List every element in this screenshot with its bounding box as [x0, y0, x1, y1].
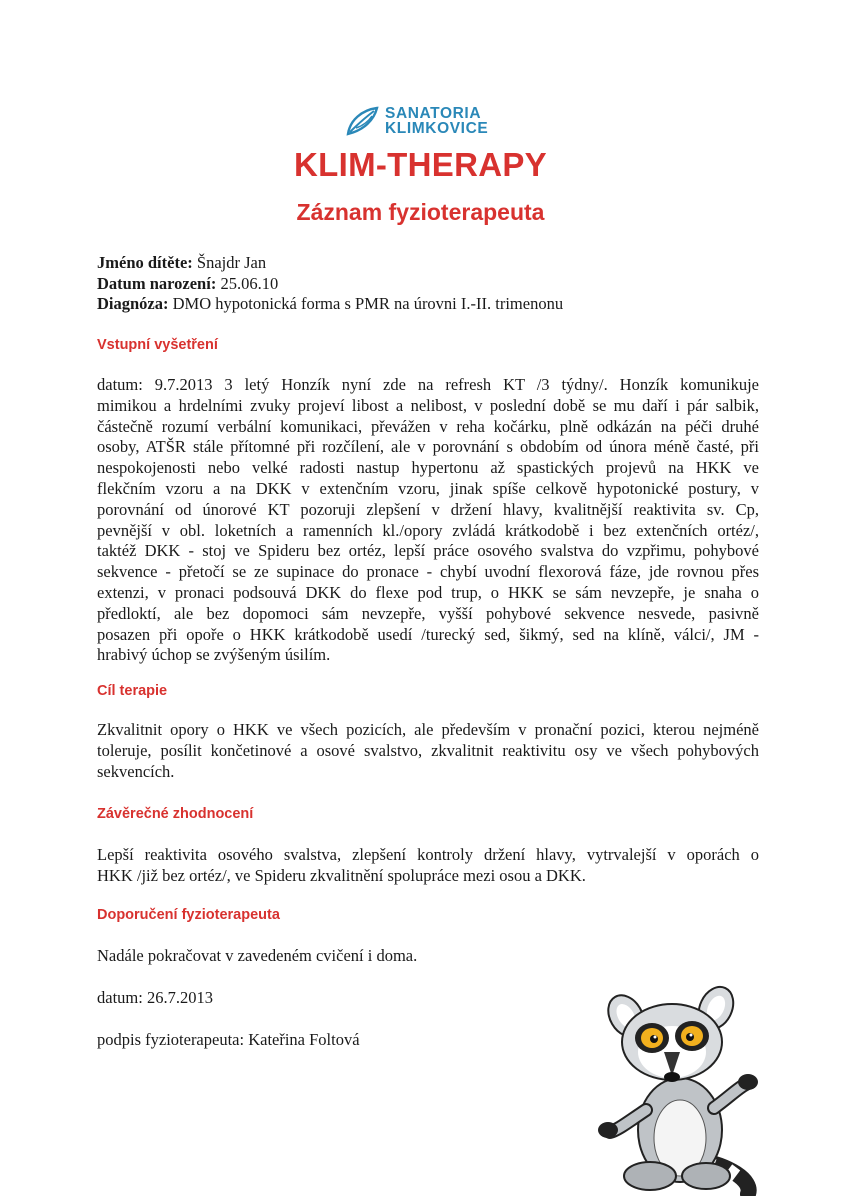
patient-name-row — [97, 253, 563, 274]
patient-diagnosis-value: DMO hypotonická forma s PMR na úrovni I.-II. trimenonu — [168, 294, 564, 313]
paragraph-line: Lepší reaktivita osového svalstva, zlepšení kontroly držení hlavy, vytrvalejší v oporách o — [97, 845, 759, 864]
section-heading-entry: Vstupní vyšetření — [97, 337, 218, 353]
paragraph-line: extenzi, v pronaci podsouvá DKK do flexe pod trup, o HKK se sám nevzepře, je snaha o — [97, 582, 759, 602]
sanatoria-logo — [344, 104, 524, 140]
section-body-recommend: Nadále pokračovat v zavedeném cvičení i doma. — [97, 946, 418, 965]
logo-text — [385, 106, 488, 136]
patient-diagnosis-row — [97, 294, 563, 315]
paragraph-line: předloktí, ale bez dopomoci sám nevzepře, vyšší pohybové sekvence nesvede, pasivně — [97, 603, 759, 623]
paragraph-line: hrabivý úchop se zvýšeným úsilím. — [97, 645, 331, 665]
paragraph-line: posazen při opoře o HKK krátkodobě usedí /turecký sed, šikmý, sed na klíně, válci/, JM - — [97, 624, 759, 644]
section-heading-goal: Cíl terapie — [97, 683, 168, 699]
patient-name-label: Jméno dítěte: — [97, 253, 193, 272]
paragraph-line: HKK /již bez ortéz/, ve Spideru zkvalitnění spolupráce mezi osou a DKK. — [97, 865, 586, 885]
patient-birth-row — [97, 274, 563, 295]
paragraph-line: nespokojenosti nebo velké radosti nastup hypertonu až spastických projevů na HKK ve — [97, 458, 759, 478]
page-subtitle: Záznam fyzioterapeuta — [296, 199, 545, 225]
patient-diagnosis-label: Diagnóza: — [97, 294, 169, 313]
paragraph-line: sekvencích. — [97, 761, 175, 781]
footer-signature: podpis fyzioterapeuta: Kateřina Foltová — [97, 1030, 360, 1049]
footer-date: datum: 26.7.2013 — [97, 988, 213, 1007]
paragraph-line: porovnání od únorové KT pozoruji zlepšení v držení hlavy, kvalitnější reaktivita sv. Cp, — [97, 499, 759, 519]
paragraph-line: datum: 9.7.2013 3 letý Honzík nyní zde na refresh KT /3 týdny/. Honzík komunikuje — [97, 375, 759, 394]
patient-name-value: Šnajdr Jan — [192, 253, 267, 272]
page-title: KLIM-THERAPY — [294, 146, 547, 183]
section-heading-recommend: Doporučení fyzioterapeuta — [97, 907, 280, 923]
section-body-final — [97, 845, 759, 887]
patient-birth-value: 25.06.10 — [216, 273, 279, 293]
section-body-entry — [97, 375, 759, 666]
logo-line-1: SANATORIA — [385, 105, 482, 122]
patient-birth-label: Datum narození: — [97, 273, 217, 293]
leaf-icon — [344, 106, 380, 136]
paragraph-line: toleruje, posílit končetinové a osové svalstvo, zkvalitnit reaktivitu osy ve všech pohybových — [97, 740, 759, 760]
patient-info — [97, 253, 563, 315]
paragraph-line: mimikou a hrdelními zvuky projeví libost a nelibost, v poslední době se mu daří i pár salbik, — [97, 395, 759, 415]
paragraph-line: taktéž DKK - stoj ve Spideru bez ortéz, lepší práce osového svalstva do vzpřimu, pohybové — [97, 541, 759, 561]
paragraph-line: Zkvalitnit opory o HKK ve všech pozicích, ale především v pronační pozici, kterou nejméně — [97, 720, 759, 739]
lemur-mascot — [588, 980, 760, 1196]
section-heading-final: Závěrečné zhodnocení — [97, 806, 254, 822]
logo-line-2: KLIMKOVICE — [385, 120, 489, 137]
paragraph-line: částečně rozumí verbální komunikaci, převážen v reha kočárku, plně odkázán na péči druhé — [97, 416, 759, 436]
paragraph-line: sekvence - přetočí se ze supinace do pronace - chybí uvodní flexorová fáze, jde rovnou přes — [97, 562, 759, 582]
paragraph-line: flekčním vzoru a na DKK v extenčním vzoru, jinak spíše celkově hypotonické postury, v — [97, 478, 759, 498]
section-body-goal — [97, 720, 759, 782]
paragraph-line: pevnější v obl. loketních a ramenních kl./opory zvládá krátkodobě i bez extenčních ortéz/, — [97, 520, 759, 540]
paragraph-line: osoby, ATŠR stále přítomné při rozčílení, ale v porovnání s obdobím od února méně časté, při — [97, 437, 759, 457]
